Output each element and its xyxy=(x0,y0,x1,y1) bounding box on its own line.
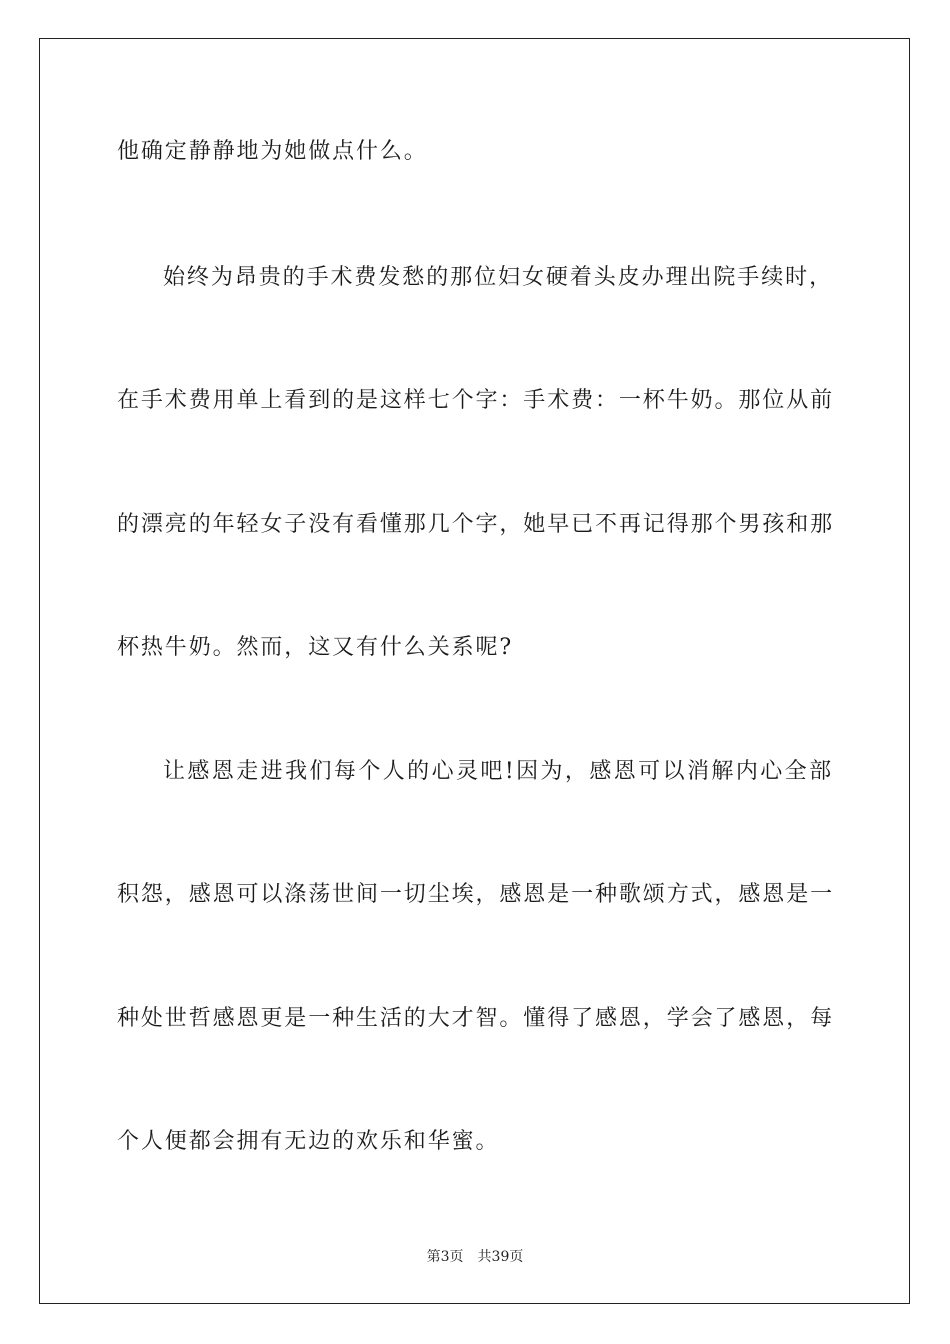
text-line: 个人便都会拥有无边的欢乐和华蜜。 xyxy=(117,1129,500,1154)
page-number: 第3页 xyxy=(426,1249,464,1265)
text-line: 的漂亮的年轻女子没有看懂那几个字，她早已不再记得那个男孩和那 xyxy=(117,512,835,537)
paragraph-first-line: 始终为昂贵的手术费发愁的那位妇女硬着头皮办理出院手续时， xyxy=(163,265,833,290)
text-line: 种处世哲感恩更是一种生活的大才智。懂得了感恩，学会了感恩，每 xyxy=(117,1006,835,1031)
text-line: 他确定静静地为她做点什么。 xyxy=(117,139,428,164)
paragraph-first-line: 让感恩走进我们每个人的心灵吧!因为，感恩可以消解内心全部 xyxy=(163,759,833,784)
page-footer xyxy=(0,1248,950,1266)
text-line: 在手术费用单上看到的是这样七个字：手术费：一杯牛奶。那位从前 xyxy=(117,388,835,413)
page-total: 共39页 xyxy=(477,1249,524,1265)
page-border xyxy=(39,38,910,1304)
text-line: 杯热牛奶。然而，这又有什么关系呢? xyxy=(117,635,514,660)
text-line: 积怨，感恩可以涤荡世间一切尘埃，感恩是一种歌颂方式，感恩是一 xyxy=(117,882,835,907)
